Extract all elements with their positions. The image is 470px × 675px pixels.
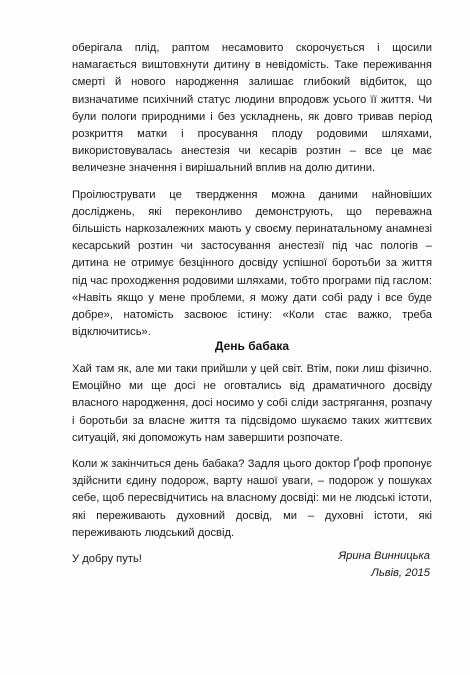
paragraph: оберігала плід, раптом несамовито скорочується і щосили намагається виштовхнути дитину в невідомість. Таке переживання смерті й нового народження залишає глибокий відбиток, що визначатиме психічний статус людини впродовж усього її життя. Чи були пологи природними і без ускладнень, як довго тривав період розкриття матки і просування плоду родовими шляхами, використовувалась анестезія чи кесарів розтин – все це має величезне значення і вирішальний вплив на долю дитини. xyxy=(72,42,432,175)
closing-line: У добру путь! xyxy=(72,553,142,566)
section-heading: День бабака xyxy=(214,339,290,353)
paragraph: Проілюструвати це твердження можна даними найновіших досліджень, які переконливо демонструють, що переважна більшість наркозалежних мають у своєму перинатальному анамнезі кесарський розтин чи застосування анестезії під час пологів – дитина не отримує безцінного досвіду успішної боротьби за життя під час проходження родовими шляхами, тобто програми під гаслом: «Навіть якщо у мене проблеми, я можу дати собі раду і все буде добре», натомість засвоює істину: «Коли стає важко, треба відключитись». xyxy=(72,188,432,339)
paragraph: Коли ж закінчиться день бабака? Задля цього доктор Ґроф пропонує здійснити єдину подорож, варту нашої уваги, – подорож у пошуках себе, щоб пересвідчитись на власному досвіді: ми не людські істоти, які переживають духовний досвід, ми – духовні істоти, які переживають людський досвід. xyxy=(72,458,432,539)
section-1 xyxy=(72,40,432,341)
place-year: Львів, 2015 xyxy=(371,567,430,579)
section-2 xyxy=(72,361,432,568)
author-name: Ярина Винницька xyxy=(338,550,430,562)
signature-block xyxy=(338,548,430,582)
paragraph: Хай там як, але ми таки прийшли у цей світ. Втім, поки лиш фізично. Емоційно ми ще досі не оговтались від драматичного досвіду власного народження, досі носимо у собі сліди застрягання, розпачу і боротьби за власне життя та підсвідомо шукаємо таких життєвих ситуацій, які допоможуть нам завершити розпочате. xyxy=(72,363,432,444)
